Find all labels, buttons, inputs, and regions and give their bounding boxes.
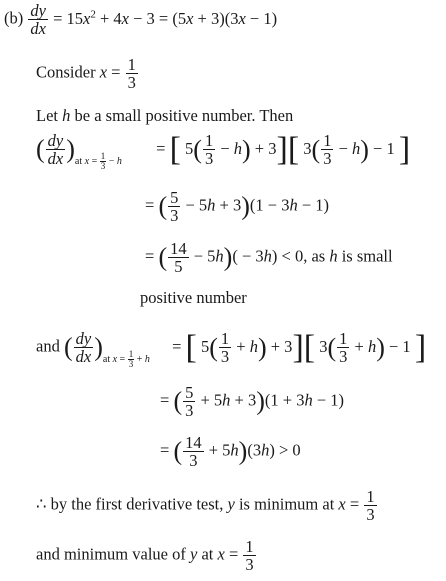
line-step6: = ( $\frac{14}{3}$ + 5h)(3h) > 0: [160, 433, 301, 471]
step1-subscript: at x = 1 3 − h: [74, 150, 122, 171]
derivative-expression: = $15x^2 + 4x - 3 = (5x + 3)(3x - 1)$: [53, 8, 278, 28]
part-label: (b): [4, 8, 24, 28]
line-consider: [36, 56, 139, 92]
line-let-h: Let h be a small positive number. Then: [36, 106, 294, 125]
line-derivative: [4, 2, 277, 38]
final-text: and minimum value of y at x =: [36, 544, 239, 564]
dy-dx-fraction: $\frac{dy}{dx}$: [30, 1, 46, 39]
line-final: and minimum value of y at x = $\frac{1}{3}$: [36, 537, 254, 575]
line-step2: = ( $\frac{5}{3}$ − 5h + 3)(1 − 3h − 1): [145, 188, 330, 226]
line-step3-cont: [140, 288, 247, 308]
line-step3: = ( $\frac{14}{5}$ − 5h)( − 3h) < 0, as h is small: [145, 239, 393, 277]
line-step1: ( $\frac{dy}{dx}$ )$_{at x = \frac{1}{3} - h}$ = [ 5( $\frac{1}{3}$ − h) + 3][ 3( $\frac{1}{3}$ − h) − 1 ]: [36, 130, 411, 171]
step1-rhs: = [ 5( $\frac{1}{3}$ − h) + 3][ 3( $\frac{1}{3}$ − h) − 1 ]: [156, 130, 411, 169]
line-conclusion: ∴ by the first derivative test, y is minimum at x = $\frac{1}{3}$: [36, 487, 375, 525]
consider-text: Consider x =: [36, 62, 121, 82]
line-step4: and ( $\frac{dy}{dx}$ )$_{at x = \frac{1}{3} + h}$ = [ 5( $\frac{1}{3}$ + h) + 3][ 3( $\frac{1}{3}$ + h) − 1 ]: [36, 328, 427, 369]
one-third-fraction: $\frac{1}{3}$: [127, 55, 136, 93]
positive-number-text: positive number: [140, 288, 247, 307]
conclusion-text: ∴ by the first derivative test, y is minimum at x =: [36, 494, 360, 514]
line-step5: = ( $\frac{5}{3}$ + 5h + 3)(1 + 3h − 1): [160, 383, 345, 421]
step4-subscript: at x = 1 3 + h: [102, 348, 150, 369]
and-text: and: [36, 336, 60, 356]
step4-rhs: = [ 5( $\frac{1}{3}$ + h) + 3][ 3( $\frac{1}{3}$ + h) − 1 ]: [172, 328, 427, 367]
